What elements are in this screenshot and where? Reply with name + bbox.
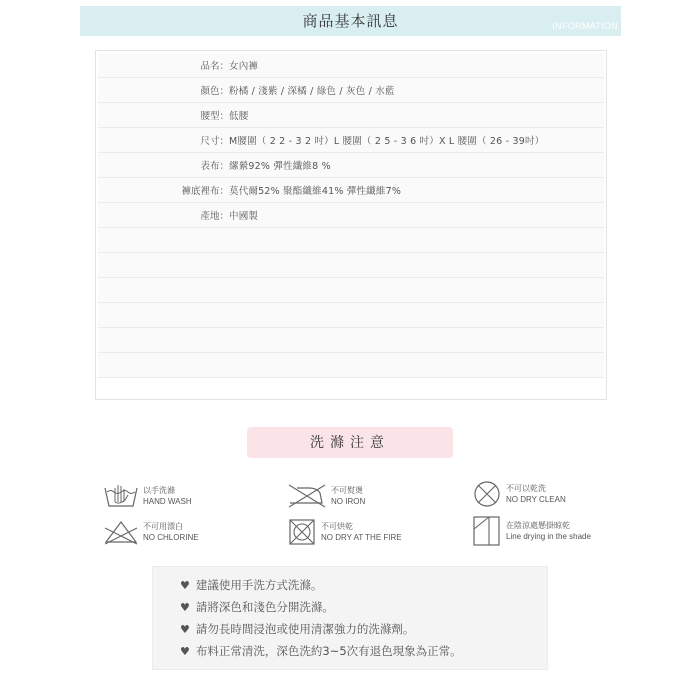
row-value: 粉橘 / 淺紫 / 深橘 / 綠色 / 灰色 / 水藍 (229, 86, 395, 97)
care-en: HAND WASH (143, 497, 192, 506)
info-subtitle: INFORMATION (552, 21, 618, 31)
table-row (98, 278, 604, 303)
heart-icon: ♥ (180, 600, 190, 614)
care-en: NO DRY CLEAN (506, 495, 566, 504)
note-text: 請將深色和淺色分開洗滌。 (195, 600, 334, 614)
hand-wash-icon (103, 482, 139, 510)
wash-header (247, 427, 453, 458)
row-label: 褲底裡布： (181, 186, 229, 197)
table-row (98, 203, 604, 228)
table-row (98, 78, 604, 103)
care-zh: 不可熨燙 (331, 486, 363, 495)
care-item-no-dry-clean (472, 477, 566, 511)
table-row (98, 153, 604, 178)
list-item (180, 642, 462, 660)
table-row (98, 328, 604, 353)
table-row (98, 128, 604, 153)
care-zh: 在陰涼處懸掛晾乾 (506, 521, 570, 530)
table-row (98, 178, 604, 203)
info-header (80, 6, 621, 36)
line-dry-shade-icon (472, 515, 502, 547)
table-row (98, 253, 604, 278)
table-row (98, 103, 604, 128)
table-row (98, 228, 604, 253)
care-item-line-dry-shade (472, 514, 591, 548)
list-item (180, 598, 334, 616)
row-label: 表布： (200, 161, 229, 172)
care-zh: 不可用漂白 (143, 522, 183, 531)
row-label: 產地： (200, 211, 229, 222)
row-value: 低腰 (229, 111, 249, 122)
info-table (95, 50, 607, 400)
no-dry-clean-icon (472, 479, 502, 509)
row-value: 莫代爾52% 聚酯纖維41% 彈性纖維7% (229, 186, 402, 197)
care-item-hand-wash (103, 479, 192, 513)
note-text: 布料正常清洗，深色洗約3~5次有退色現象為正常。 (195, 644, 462, 658)
row-label: 顏色： (200, 86, 229, 97)
care-en: NO IRON (331, 497, 366, 506)
care-en: Line drying in the shade (506, 532, 591, 541)
table-row (98, 53, 604, 78)
care-en: NO DRY AT THE FIRE (321, 533, 402, 542)
no-chlorine-icon (103, 518, 139, 546)
no-tumble-dry-icon (287, 517, 317, 547)
care-zh: 不可烘乾 (321, 522, 353, 531)
care-item-no-chlorine (103, 515, 199, 549)
row-label: 尺寸： (200, 136, 229, 147)
care-en: NO CHLORINE (143, 533, 199, 542)
table-row (98, 353, 604, 378)
heart-icon: ♥ (180, 622, 190, 636)
row-value: 女內褲 (229, 61, 259, 72)
no-iron-icon (287, 483, 327, 509)
note-text: 請勿長時間浸泡或使用清潔強力的洗滌劑。 (195, 622, 415, 636)
care-zh: 不可以乾洗 (506, 484, 546, 493)
note-text: 建議使用手洗方式洗滌。 (195, 578, 323, 592)
care-item-no-iron (287, 479, 365, 513)
row-value: M腰圍（ 2 2 - 3 2 吋）L 腰圍（ 2 5 - 3 6 吋）X L 腰圍（ 26 - 39吋） (229, 136, 545, 147)
info-title: 商品基本訊息 (302, 12, 399, 30)
care-zh: 以手洗滌 (143, 486, 175, 495)
row-value: 中國製 (229, 211, 259, 222)
list-item (180, 576, 322, 594)
row-label: 品名： (200, 61, 229, 72)
row-value: 縲縈92% 彈性纖維8 % (229, 161, 331, 172)
row-label: 腰型： (200, 111, 229, 122)
wash-title: 洗滌注意 (310, 435, 390, 451)
list-item (180, 620, 414, 638)
care-notes (152, 566, 548, 670)
table-row (98, 303, 604, 328)
heart-icon: ♥ (180, 578, 190, 592)
heart-icon: ♥ (180, 644, 190, 658)
care-item-no-tumble-dry (287, 515, 402, 549)
